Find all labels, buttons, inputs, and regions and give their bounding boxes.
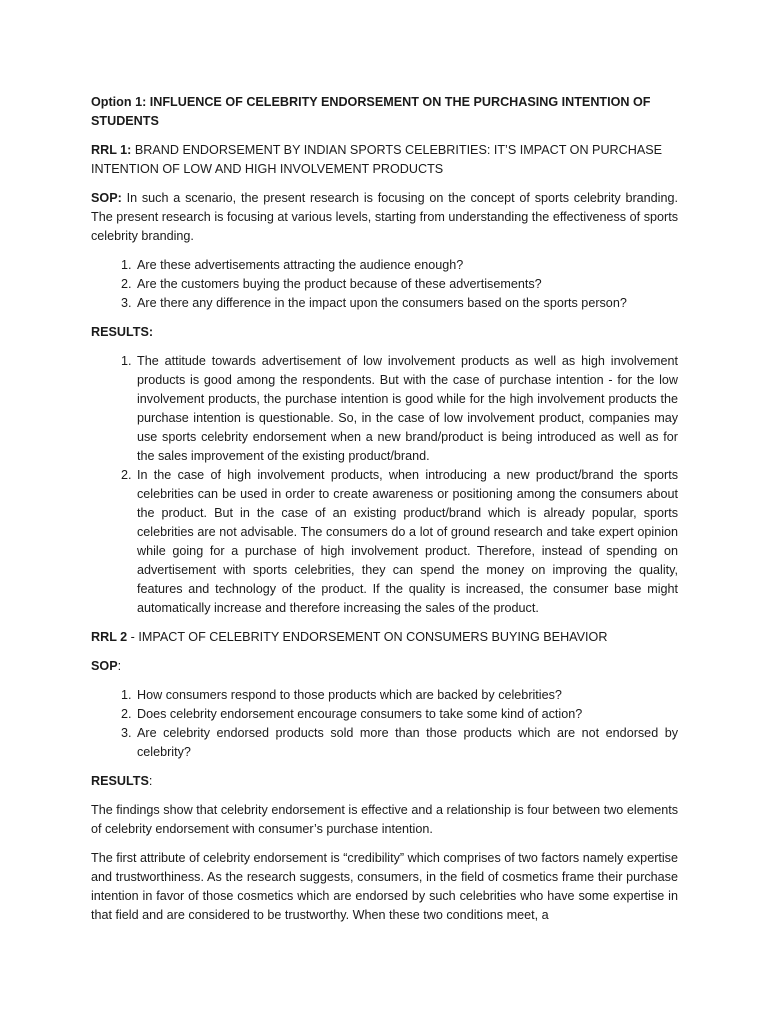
rrl2-label: RRL 2 — [91, 630, 128, 644]
rrl1-label: RRL 1: — [91, 143, 132, 157]
list-item: 2. Are the customers buying the product because of these advertisements? — [135, 275, 678, 294]
rrl2-title: - IMPACT OF CELEBRITY ENDORSEMENT ON CONSUMERS BUYING BEHAVIOR — [127, 630, 608, 644]
rrl2-sop-colon: : — [117, 659, 122, 673]
list-item: 1. How consumers respond to those products which are backed by celebrities? — [135, 686, 678, 705]
rrl2-findings-paragraph: The findings show that celebrity endorsement is effective and a relationship is four between two elements of celebrity endorsement with consumer’s purchase intention. — [91, 803, 678, 836]
rrl1-sop-label: SOP: — [91, 191, 122, 205]
list-item: 1. The attitude towards advertisement of low involvement products as well as high involvement products is good among the respondents. But with the case of purchase intention - for the low involvement products, the purchase intention is good while for the high involvement products the purchase intention is questionable. So, in the case of low involvement product, companies may use sports celebrity endorsement when a new brand/product is being introduced as well as for the sales improvement of the existing product/brand. — [135, 352, 678, 466]
list-item: 2. In the case of high involvement products, when introducing a new product/brand the sports celebrities can be used in order to create awareness or positioning among the consumers about the product. But in the case of an existing product/brand which is already popular, sports celebrities are not advisable. The consumers do a lot of ground research and take expert opinion while going for a purchase of high involvement product. Therefore, instead of spending on advertisement with sports celebrities, they can spend the money on improving the quality, features and technology of the product. If the quality is increased, the consumer base might automatically increase and therefore increasing the sales of the product. — [135, 466, 678, 618]
rrl1-heading — [91, 141, 678, 179]
rrl2-results-heading — [91, 772, 678, 791]
rrl2-question-list — [91, 686, 678, 762]
rrl1-sop — [91, 189, 678, 246]
list-item: 2. Does celebrity endorsement encourage consumers to take some kind of action? — [135, 705, 678, 724]
option-title-text: INFLUENCE OF CELEBRITY ENDORSEMENT ON THE PURCHASING INTENTION OF STUDENTS — [91, 95, 651, 128]
rrl1-results-list — [91, 352, 678, 618]
rrl2-credibility-paragraph: The first attribute of celebrity endorsement is “credibility” which comprises of two factors namely expertise and trustworthiness. As the research suggests, consumers, in the field of cosmetics frame their purchase intention in favor of those cosmetics which are endorsed by such celebrities who have some expertise in that field and are considered to be trustworthy. When these two conditions meet, a — [91, 851, 678, 922]
rrl2-results-label: RESULTS — [91, 774, 149, 788]
rrl2-sop-label: SOP — [91, 659, 118, 673]
rrl1-question-list — [91, 256, 678, 313]
rrl2-heading — [91, 628, 678, 647]
rrl2-sop — [91, 657, 678, 676]
rrl1-sop-text: In such a scenario, the present research is focusing on the concept of sports celebrity branding. The present research is focusing at various levels, starting from understanding the effectiveness of sports celebrity branding. — [91, 191, 678, 243]
option-prefix: Option 1: — [91, 95, 147, 109]
list-item: 1. Are these advertisements attracting the audience enough? — [135, 256, 678, 275]
rrl1-results-label: RESULTS: — [91, 325, 154, 339]
list-item: 3. Are celebrity endorsed products sold more than those products which are not endorsed by celebrity? — [135, 724, 678, 762]
rrl2-results-colon: : — [148, 774, 153, 788]
rrl1-title: BRAND ENDORSEMENT BY INDIAN SPORTS CELEBRITIES: IT’S IMPACT ON PURCHASE INTENTION OF LOW AND HIGH INVOLVEMENT PRODUCTS — [91, 143, 663, 176]
option-title — [91, 93, 678, 131]
list-item: 3. Are there any difference in the impact upon the consumers based on the sports person? — [135, 294, 678, 313]
